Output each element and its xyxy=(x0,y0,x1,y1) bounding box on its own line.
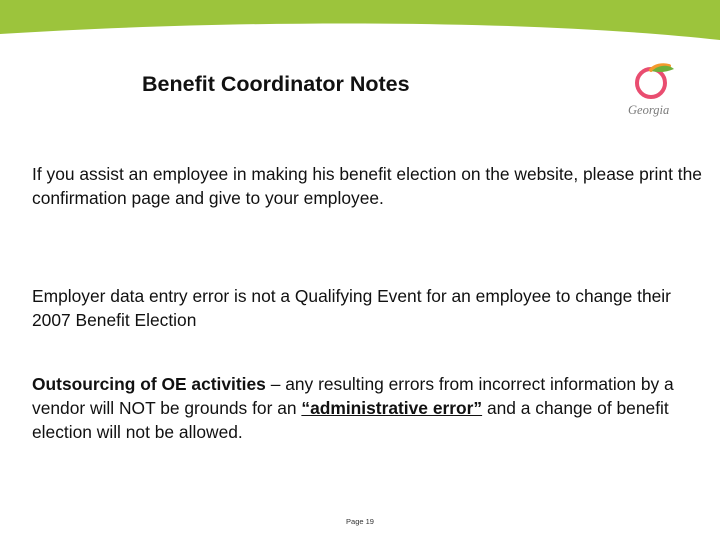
georgia-logo xyxy=(622,62,684,124)
page-number: Page 19 xyxy=(346,517,374,526)
header-band-shape xyxy=(0,0,720,40)
logo-wordmark: Georgia xyxy=(628,103,670,117)
header-band xyxy=(0,0,720,48)
peach-icon xyxy=(622,62,684,104)
outsourcing-heading: Outsourcing of OE activities xyxy=(32,374,266,394)
outsourcing-text: – any resulting errors from incorrect information by a vendor will NOT be grounds for an xyxy=(32,374,674,418)
note-outsourcing xyxy=(32,372,704,444)
note-data-entry-error: Employer data entry error is not a Qualifying Event for an employee to change their 2007 Benefit Election xyxy=(32,286,671,330)
note-print-confirmation: If you assist an employee in making his benefit election on the website, please print the confirmation page and give to your employee. xyxy=(32,164,702,208)
outsourcing-text-end: and a change of benefit election will not be allowed. xyxy=(32,398,669,442)
slide-title: Benefit Coordinator Notes xyxy=(142,72,410,96)
administrative-error-term: “administrative error” xyxy=(301,398,483,418)
